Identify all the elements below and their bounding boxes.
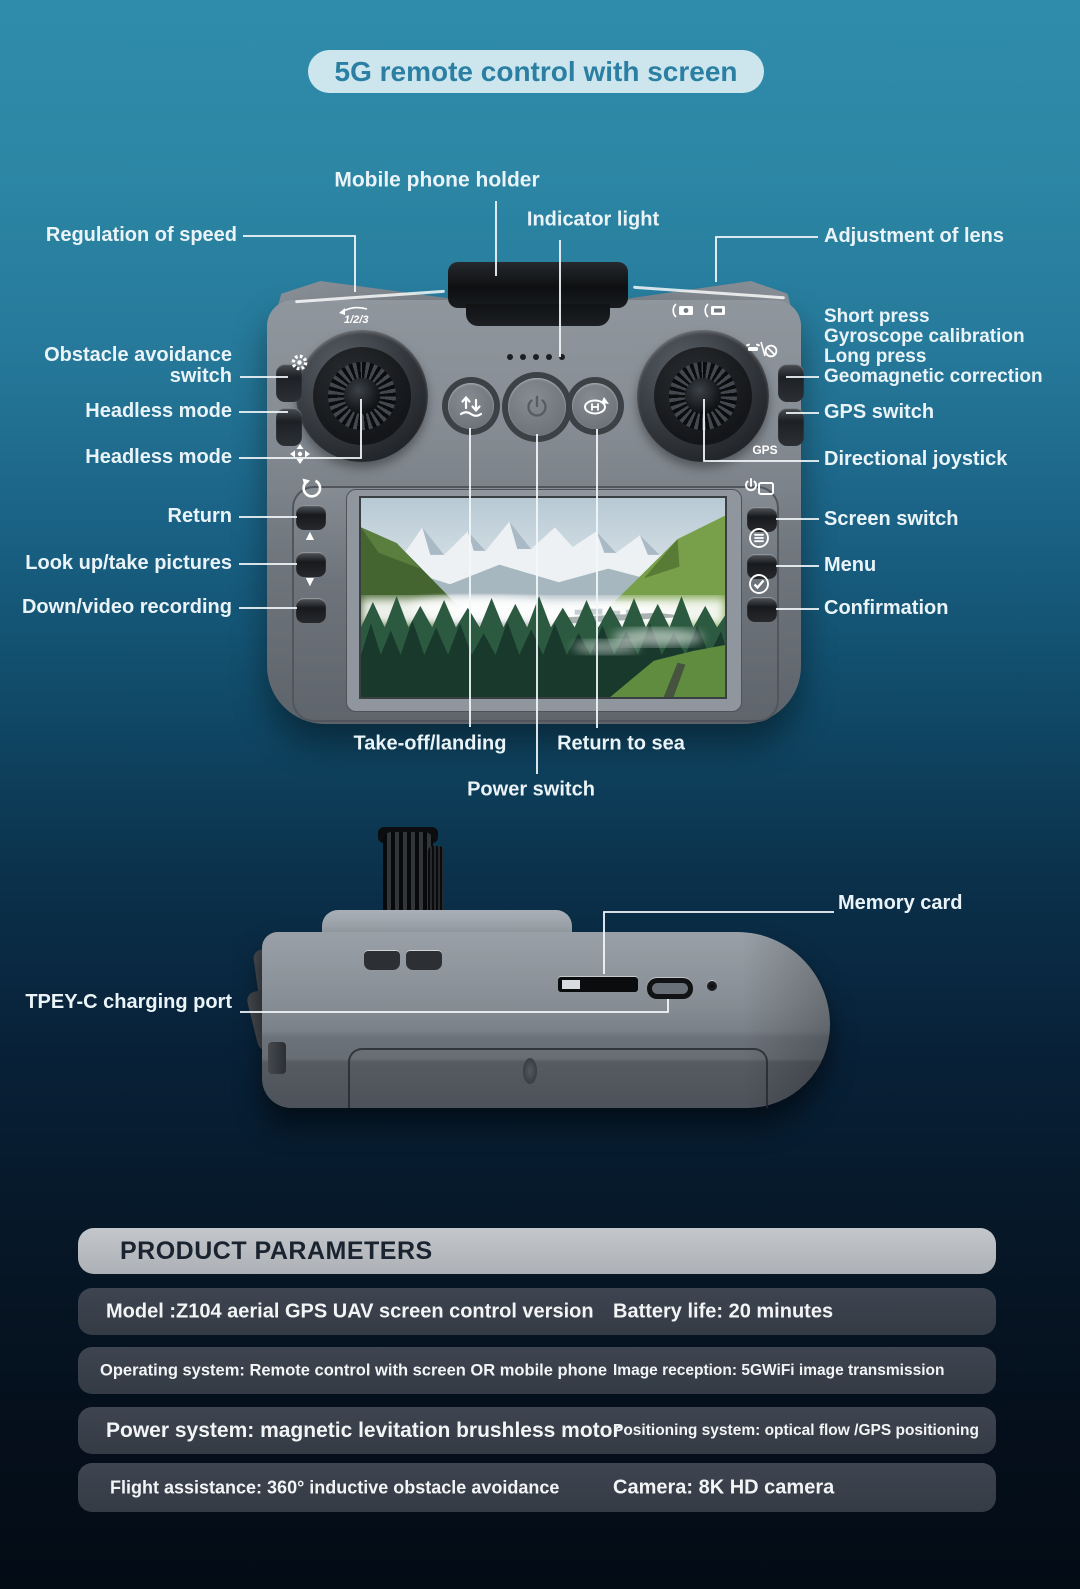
label-indicator-light: Indicator light: [526, 208, 660, 231]
side-small-button: [268, 1042, 286, 1074]
label-look-up-take-pictures: Look up/take pictures: [25, 552, 232, 574]
gyroscope-gps-icon: [745, 338, 779, 365]
parameter-row: [78, 1288, 996, 1335]
label-screen-switch: Screen switch: [824, 508, 959, 530]
take-off-landing-button: [448, 383, 494, 429]
battery-door-screw: [523, 1058, 537, 1084]
down-video-recording-button: [296, 598, 326, 623]
mobile-phone-holder: [448, 262, 628, 308]
param-image-reception: Image reception: 5GWiFi image transmission: [613, 1361, 945, 1379]
line-adjustment-of-lens: [716, 237, 818, 282]
return-to-sea-icon: [580, 394, 610, 418]
param-power-system: Power system: magnetic levitation brushless motor: [106, 1418, 621, 1442]
headless-mode-button: [276, 408, 302, 446]
parameter-row: [78, 1347, 996, 1394]
gps-marking: GPS: [752, 443, 778, 457]
param-operating-system: Operating system: Remote control with screen OR mobile phone: [100, 1361, 608, 1379]
memory-card-slot: [558, 977, 638, 992]
label-gyroscope-calibration: Gyroscope calibration: [824, 326, 1025, 347]
label-adjustment-of-lens: Adjustment of lens: [824, 225, 1005, 247]
right-shoulder-trigger: [406, 950, 442, 970]
label-tpey-c-charging-port: TPEY-C charging port: [25, 991, 232, 1013]
label-return: Return: [167, 505, 232, 527]
return-to-sea-button: [572, 383, 618, 429]
battery-door-outline: [348, 1048, 768, 1108]
label-return-to-sea: Return to sea: [557, 732, 685, 755]
parameters-heading: PRODUCT PARAMETERS: [78, 1228, 996, 1274]
up-arrow-icon: ▲: [303, 527, 317, 543]
confirmation-button: [747, 597, 777, 622]
label-long-press: Long press: [824, 346, 927, 367]
take-off-landing-icon: [457, 392, 485, 420]
confirmation-check-icon: [748, 573, 770, 600]
power-button: [508, 378, 566, 436]
speed-modes-icon: [336, 304, 376, 333]
label-menu: Menu: [824, 554, 877, 576]
obstacle-avoidance-gear-icon: [290, 353, 309, 377]
video-camera-icon: [704, 302, 728, 324]
label-headless-mode-1: Headless mode: [85, 400, 232, 422]
photo-camera-icon: [672, 302, 696, 324]
gps-switch-button: [778, 408, 804, 446]
return-icon: [299, 477, 323, 506]
param-flight-assistance: Flight assistance: 360° inductive obstacle avoidance: [110, 1477, 560, 1497]
screen-landscape-image: [359, 496, 727, 699]
label-mobile-phone-holder: Mobile phone holder: [334, 168, 540, 192]
label-take-off-landing: Take-off/landing: [353, 732, 507, 755]
left-joystick: [296, 330, 428, 462]
param-camera: Camera: 8K HD camera: [613, 1476, 835, 1498]
param-model: Model :Z104 aerial GPS UAV screen control version: [106, 1300, 594, 1322]
left-joystick-cap: [344, 378, 380, 414]
right-joystick-cap: [685, 378, 721, 414]
label-geomagnetic-correction: Geomagnetic correction: [824, 366, 1043, 387]
page-title: 5G remote control with screen: [308, 50, 764, 93]
label-headless-mode-2: Headless mode: [85, 446, 232, 468]
label-confirmation: Confirmation: [824, 597, 949, 619]
mobile-phone-holder-lip: [466, 304, 610, 326]
indicator-light-leds: [507, 354, 565, 360]
gyro-calibration-button: [778, 364, 804, 402]
label-power-switch: Power switch: [467, 778, 595, 801]
left-shoulder-trigger: [364, 950, 400, 970]
label-gps-switch: GPS switch: [824, 401, 935, 423]
label-down-video-recording: Down/video recording: [21, 596, 232, 618]
headless-mode-icon: [290, 444, 310, 469]
param-positioning-system: Positioning system: optical flow /GPS positioning: [613, 1421, 979, 1439]
label-obstacle-avoidance-switch: Obstacle avoidance switch: [44, 344, 232, 387]
screen-switch-icon: [744, 477, 776, 504]
parameter-row: [78, 1463, 996, 1512]
label-directional-joystick: Directional joystick: [824, 448, 1008, 470]
param-battery-life: Battery life: 20 minutes: [613, 1300, 834, 1322]
reset-pinhole: [707, 981, 717, 991]
label-regulation-of-speed: Regulation of speed: [45, 224, 237, 246]
label-memory-card: Memory card: [838, 892, 963, 914]
parameter-row: [78, 1407, 996, 1454]
svg-text:1/2/3: 1/2/3: [344, 314, 369, 326]
menu-icon: [748, 527, 770, 554]
down-arrow-icon: ▼: [303, 573, 317, 589]
type-c-charging-port: [647, 978, 693, 999]
power-icon: [522, 392, 552, 422]
label-short-press: Short press: [824, 306, 930, 327]
